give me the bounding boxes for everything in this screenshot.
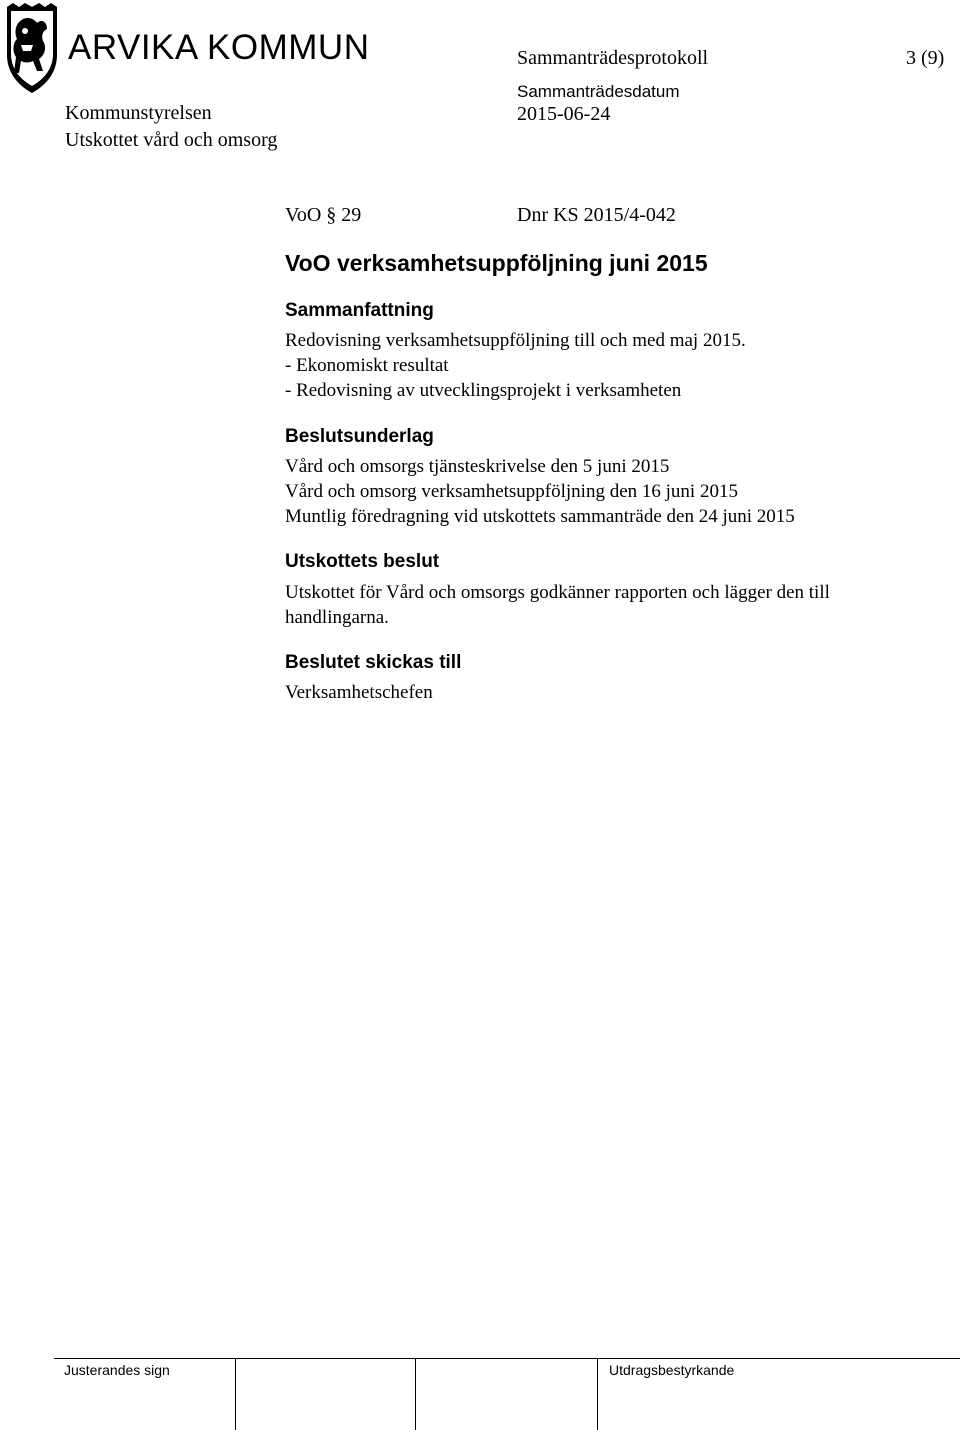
committee-name: Kommunstyrelsen: [65, 102, 212, 124]
summary-line: - Ekonomiskt resultat: [285, 355, 449, 376]
sent-to-line: Verksamhetschefen: [285, 682, 433, 703]
decision-heading: Utskottets beslut: [285, 551, 440, 572]
summary-line: Redovisning verksamhetsuppföljning till och med maj 2015.: [285, 330, 746, 351]
arvika-crest-logo: [3, 1, 61, 95]
decision-line: handlingarna.: [285, 607, 389, 628]
document-type: Sammanträdesprotokoll: [517, 47, 709, 69]
certification-label: Utdragsbestyrkande: [609, 1362, 735, 1378]
date-label: Sammanträdesdatum: [517, 82, 680, 101]
footer-column-divider: [597, 1358, 598, 1430]
summary-line: - Redovisning av utvecklingsprojekt i verksamheten: [285, 380, 682, 401]
case-number: VoO § 29: [285, 204, 362, 226]
municipality-name: ARVIKA KOMMUN: [68, 28, 370, 67]
sent-to-heading: Beslutet skickas till: [285, 652, 462, 673]
decision-line: Utskottet för Vård och omsorgs godkänner rapporten och lägger den till: [285, 582, 830, 603]
case-dnr: Dnr KS 2015/4-042: [517, 204, 676, 226]
basis-line: Muntlig föredragning vid utskottets sammanträde den 24 juni 2015: [285, 506, 795, 527]
basis-line: Vård och omsorg verksamhetsuppföljning den 16 juni 2015: [285, 481, 738, 502]
summary-heading: Sammanfattning: [285, 300, 434, 321]
footer-column-divider: [235, 1358, 236, 1430]
footer-divider: [54, 1358, 960, 1359]
signature-label: Justerandes sign: [64, 1362, 170, 1378]
subcommittee-name: Utskottet vård och omsorg: [65, 129, 278, 151]
case-title: VoO verksamhetsuppföljning juni 2015: [285, 250, 708, 276]
page-number: 3 (9): [906, 47, 945, 69]
meeting-date: 2015-06-24: [517, 103, 611, 125]
basis-line: Vård och omsorgs tjänsteskrivelse den 5 juni 2015: [285, 456, 670, 477]
footer-column-divider: [415, 1358, 416, 1430]
basis-heading: Beslutsunderlag: [285, 426, 434, 447]
